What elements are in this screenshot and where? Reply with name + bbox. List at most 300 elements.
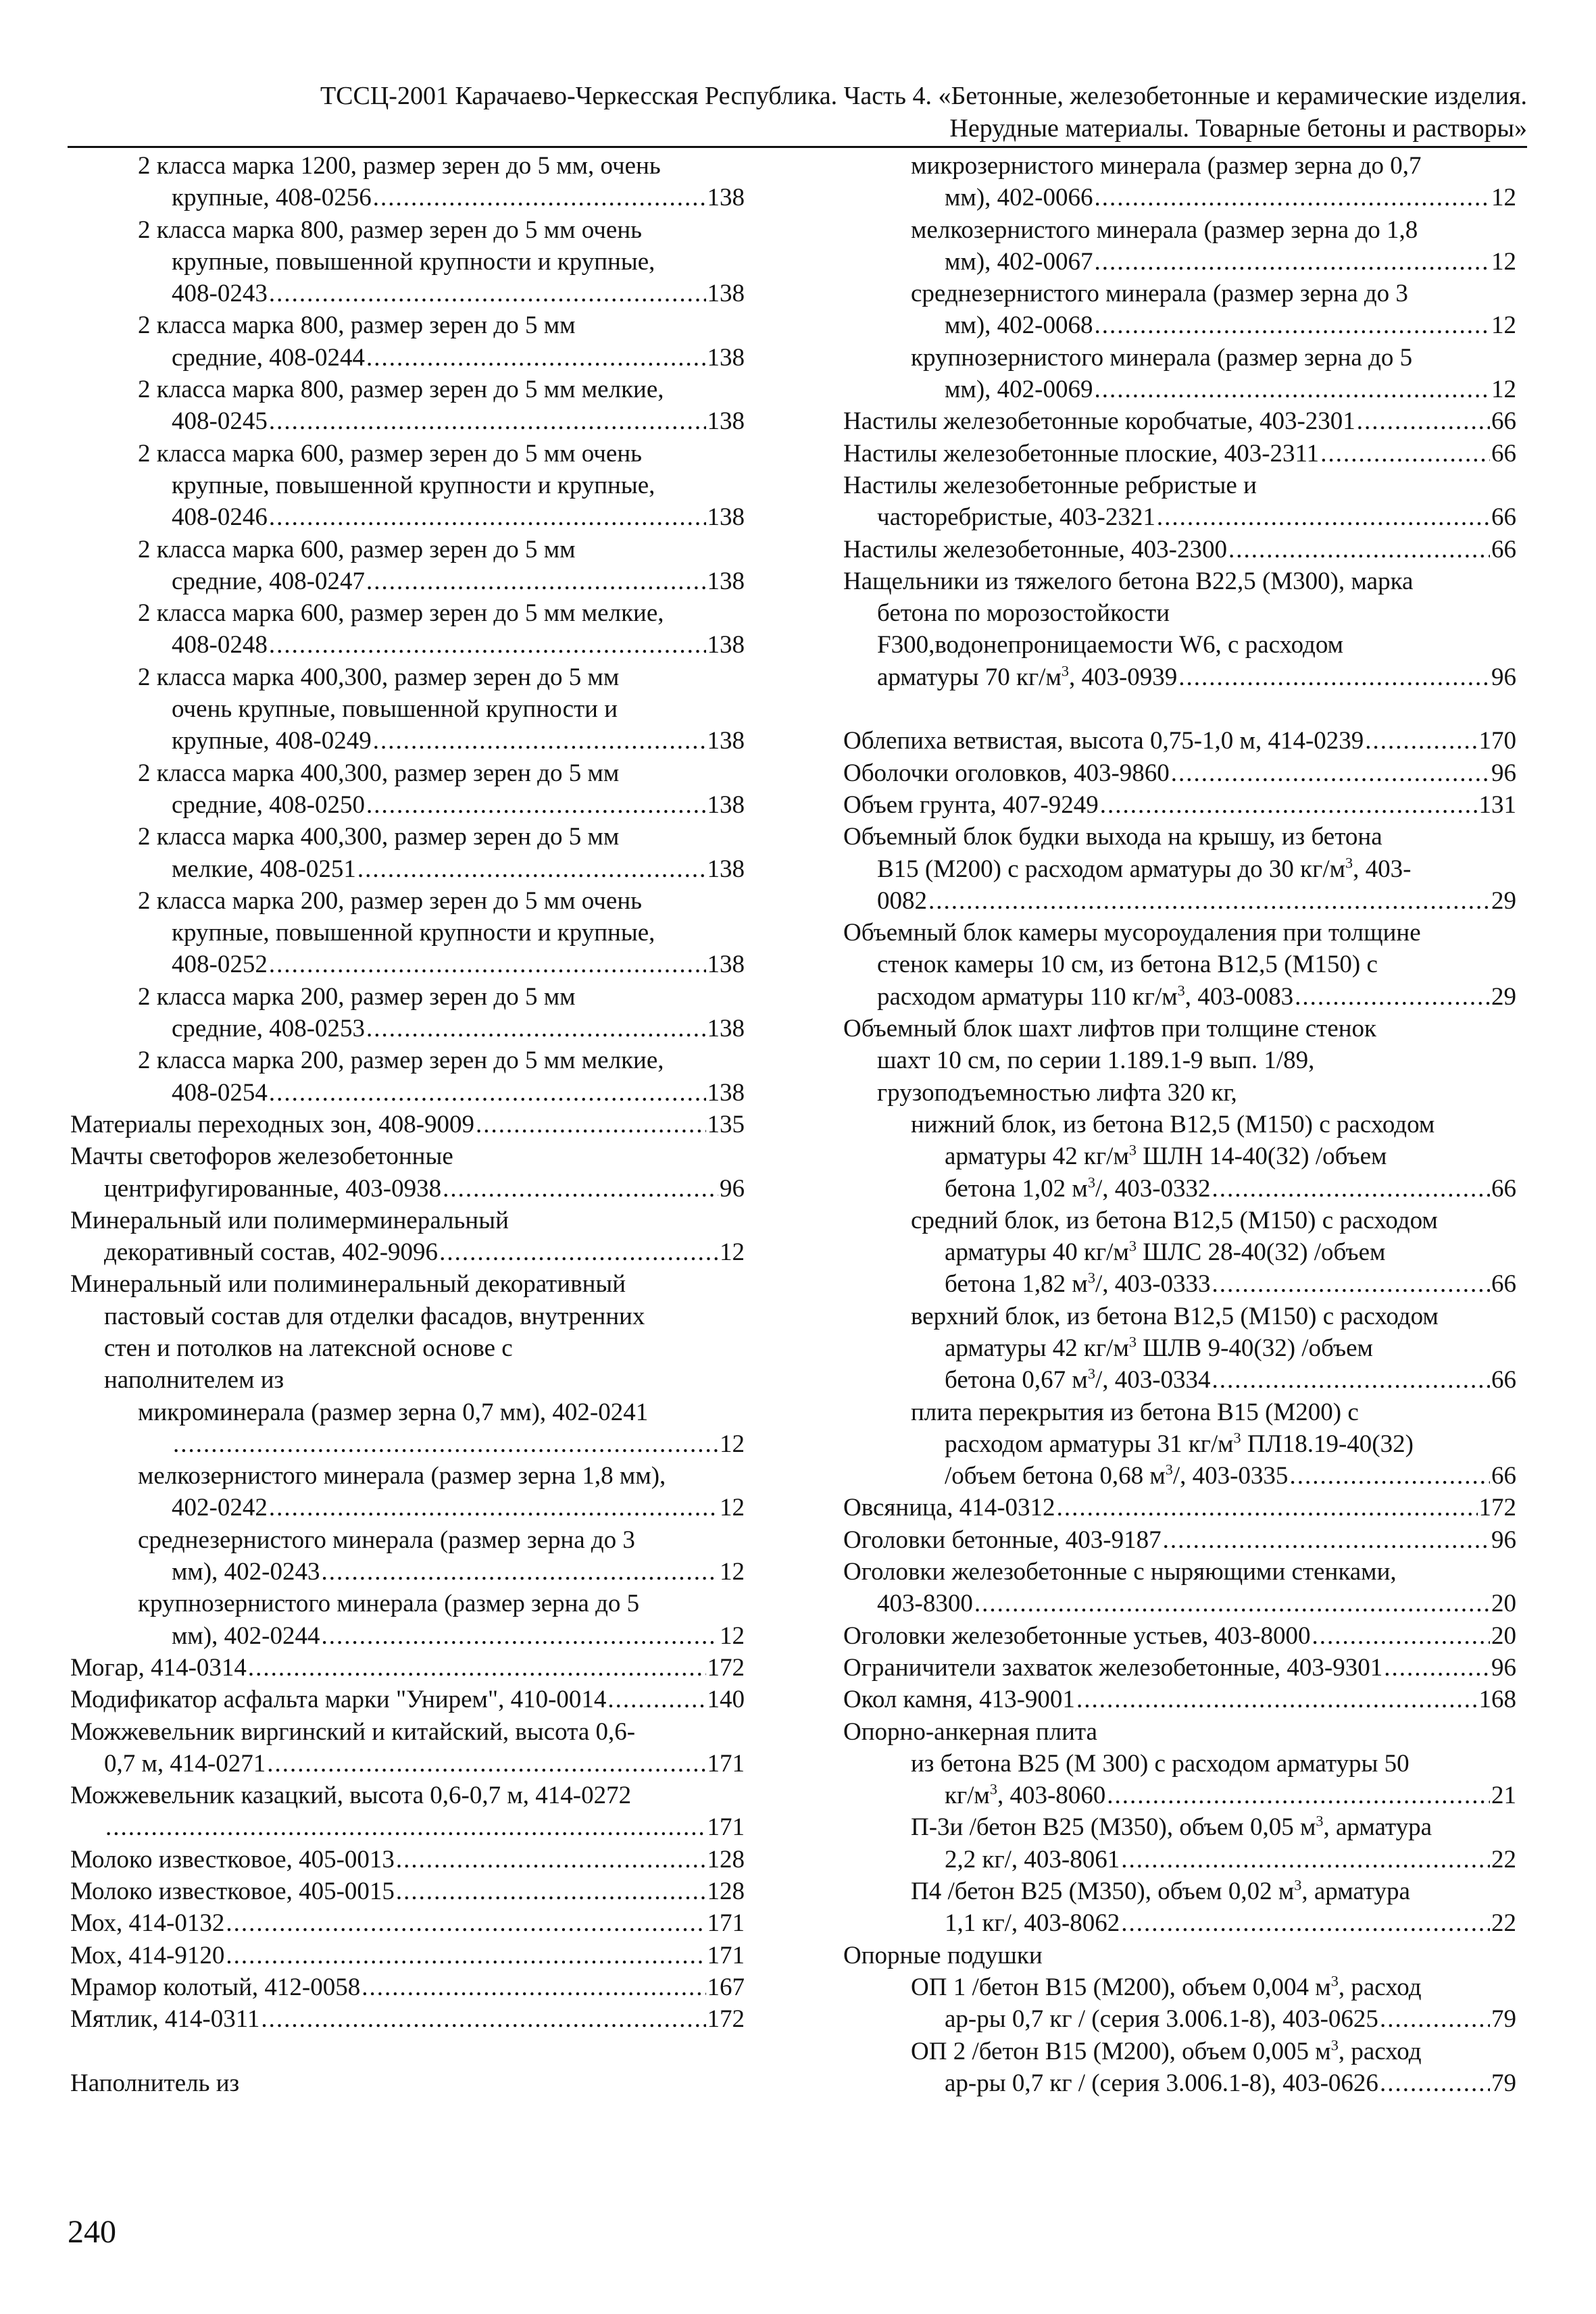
index-entry-line	[70, 1428, 745, 1460]
index-entry-line: арматуры 40 $кг/м^3$ ШЛС 28-40(32) /объем	[945, 1237, 1386, 1267]
index-entry-line	[70, 789, 745, 821]
leader-dots	[226, 1907, 705, 1939]
page-reference: 172	[1478, 1494, 1516, 1522]
index-entry-line: микроминерала (размер зерна 0,7 мм), 402-0241	[138, 1398, 649, 1426]
index-entry-line: Объемный блок будки выхода на крышу, из бетона	[843, 823, 1382, 851]
index-entry-line: Минеральный или полимерминеральный	[70, 1206, 509, 1234]
index-entry-text: Окол камня, 413-9001	[843, 1686, 1075, 1714]
index-entry-line: 2 класса марка 200, размер зерен до 5 мм очень	[138, 886, 643, 915]
index-entry-line: Мачты светофоров железобетонные	[70, 1142, 453, 1171]
page-reference: 96	[1491, 663, 1516, 691]
index-entry	[70, 1684, 745, 1715]
leader-dots	[607, 1684, 705, 1715]
leader-dots	[321, 1620, 718, 1652]
page-reference: 138	[707, 503, 745, 532]
index-entry-line: плита перекрытия из бетона В15 (М200) с	[911, 1398, 1359, 1426]
leader-dots	[1295, 981, 1490, 1013]
page-reference: 170	[1478, 727, 1516, 755]
page-reference: 96	[1491, 1653, 1516, 1682]
leader-dots	[1212, 1268, 1490, 1300]
page-number: 240	[68, 2214, 116, 2250]
index-entry	[70, 214, 745, 310]
index-entry	[70, 1716, 745, 1780]
index-entry-text: Мятлик, 414-0311	[70, 2005, 260, 2034]
index-entry	[70, 1971, 745, 2003]
index-entry	[843, 1301, 1516, 1397]
index-entry-text: арматуры 70 $кг/м^3$, 403-0939	[877, 662, 1178, 691]
index-entry-text: 2,2 кг/, 403-8061	[945, 1845, 1120, 1873]
index-entry-text: ар-ры 0,7 кг / (серия 3.006.1-8), 403-0626	[945, 2069, 1378, 2097]
section-gap	[843, 693, 1516, 725]
index-entry-line: Объемный блок шахт лифтов при толщине стенок	[843, 1015, 1377, 1043]
index-entry	[843, 917, 1516, 1013]
index-entry-line: ОП 2 /бетон В15 (М200), объем 0,005 $м^3$, расход	[911, 2036, 1422, 2065]
leader-dots	[1121, 1907, 1490, 1939]
index-entry-text: 408-0245	[172, 407, 268, 436]
index-entry-line	[70, 1556, 745, 1588]
index-entry-text: Мрамор колотый, 412-0058	[70, 1973, 361, 2001]
index-entry-text: Молоко известковое, 405-0015	[70, 1878, 395, 1906]
index-entry-text: 408-0243	[172, 280, 268, 308]
page-reference: 66	[1491, 439, 1516, 468]
index-entry-line	[70, 629, 745, 661]
leader-dots	[974, 1588, 1490, 1619]
index-entry-line: микрозернистого минерала (размер зерна до 0,7	[911, 152, 1422, 180]
page-reference: 66	[1491, 407, 1516, 436]
index-entry-line	[70, 1620, 745, 1652]
index-entry	[70, 1588, 745, 1652]
index-entry-line: П4 /бетон В25 (М350), объем 0,02 $м^3$, арматура	[911, 1876, 1410, 1906]
page-reference: 128	[707, 1845, 745, 1873]
index-entry	[70, 597, 745, 661]
index-entry-line	[843, 405, 1516, 437]
page-reference: 12	[720, 1238, 745, 1267]
index-entry	[843, 438, 1516, 470]
leader-dots	[373, 725, 706, 757]
index-entry-line	[843, 1524, 1516, 1556]
index-entry	[70, 534, 745, 598]
index-entry-text: часторебристые, 403-2321	[877, 503, 1155, 532]
leader-dots	[248, 1652, 706, 1684]
index-entry	[843, 1811, 1516, 1876]
index-entry-line: очень крупные, повышенной крупности и	[172, 695, 618, 724]
leader-dots	[1289, 1460, 1490, 1492]
index-entry-line: крупнозернистого минерала (размер зерна до 5	[911, 343, 1413, 372]
index-entry-line: расходом арматуры 31 $кг/м^3$ ПЛ18.19-40(32)	[945, 1429, 1414, 1458]
index-entry-line: среднезернистого минерала (размер зерна до 3	[138, 1526, 635, 1554]
index-column-right	[843, 150, 1516, 2099]
page-reference: 171	[707, 1813, 745, 1842]
index-entry-line	[843, 1780, 1516, 1811]
index-entry-line: ОП 1 /бетон В15 (М200), объем 0,004 $м^3$, расход	[911, 1972, 1422, 2001]
index-entry-text: крупные, 408-0256	[172, 184, 372, 212]
index-entry-line	[843, 981, 1516, 1013]
index-entry-text: мм), 402-0243	[172, 1558, 320, 1586]
section-gap	[70, 2036, 745, 2067]
index-entry	[70, 1844, 745, 1876]
leader-dots	[1178, 661, 1490, 693]
index-entry-line	[70, 725, 745, 757]
index-entry-line: 2 класса марка 1200, размер зерен до 5 мм, очень	[138, 152, 661, 180]
leader-dots	[1384, 1652, 1490, 1684]
index-entry-text: Оболочки оголовков, 403-9860	[843, 759, 1170, 787]
index-entry	[843, 1556, 1516, 1620]
leader-dots	[269, 949, 706, 980]
leader-dots	[1094, 182, 1490, 213]
leader-dots	[1171, 757, 1490, 789]
page-reference: 66	[1491, 1366, 1516, 1394]
index-entry-text: 0082	[877, 886, 927, 915]
leader-dots	[366, 1013, 705, 1045]
index-entry-line: Настилы железобетонные ребристые и	[843, 471, 1257, 499]
leader-dots	[439, 1236, 718, 1268]
index-entry-line	[70, 1748, 745, 1780]
index-entry-line	[843, 757, 1516, 789]
leader-dots	[1365, 725, 1477, 757]
page-reference: 22	[1491, 1845, 1516, 1873]
page-reference: 22	[1491, 1909, 1516, 1938]
index-entry	[843, 1492, 1516, 1524]
index-entry-line	[843, 182, 1516, 213]
leader-dots	[269, 1492, 718, 1524]
leader-dots	[269, 1077, 706, 1109]
leader-dots	[269, 629, 706, 661]
index-entry	[843, 1684, 1516, 1715]
leader-dots	[1380, 2067, 1490, 2099]
index-entry-line	[70, 1971, 745, 2003]
index-entry	[70, 374, 745, 438]
index-entry-text: Оголовки бетонные, 403-9187	[843, 1526, 1162, 1554]
index-entry	[70, 1109, 745, 1140]
index-entry-line: Объемный блок камеры мусороудаления при толщине	[843, 919, 1421, 947]
page-reference: 128	[707, 1878, 745, 1906]
page-reference: 138	[707, 184, 745, 212]
index-entry	[70, 2003, 745, 2035]
leader-dots	[1157, 501, 1490, 533]
index-entry	[843, 1876, 1516, 1940]
index-entry-line	[70, 405, 745, 437]
page-reference: 172	[707, 2005, 745, 2034]
index-entry-line: стен и потолков на латексной основе с	[104, 1334, 513, 1362]
leader-dots	[267, 1748, 705, 1780]
index-entry-line: крупнозернистого минерала (размер зерна до 5	[138, 1590, 640, 1618]
index-entry-text: бетона 0,67 $м^3/$, 403-0334	[945, 1365, 1211, 1394]
index-entry-text: мм), 402-0244	[172, 1621, 320, 1650]
index-entry	[70, 1876, 745, 1907]
index-entry-line	[70, 501, 745, 533]
page-reference: 138	[707, 790, 745, 819]
index-column-left	[70, 150, 745, 2099]
page-reference: 138	[707, 567, 745, 595]
index-entry-text: 0,7 м, 414-0271	[104, 1749, 266, 1778]
index-entry-line: 2 класса марка 200, размер зерен до 5 мм	[138, 982, 576, 1011]
index-entry-text: Мох, 414-0132	[70, 1909, 225, 1938]
leader-dots	[476, 1109, 705, 1140]
index-entry	[843, 725, 1516, 757]
index-entry-text: Оголовки железобетонные устьев, 403-8000	[843, 1621, 1311, 1650]
index-entry-text: 408-0252	[172, 951, 268, 979]
index-entry	[843, 1205, 1516, 1301]
index-entry-text: мм), 402-0068	[945, 311, 1093, 340]
page-reference: 79	[1491, 2069, 1516, 2097]
index-entry-text: мм), 402-0067	[945, 247, 1093, 276]
leader-dots	[396, 1876, 706, 1907]
index-entry-line: П-3и /бетон В25 (М350), объем 0,05 $м^3$, арматура	[911, 1813, 1432, 1842]
index-entry	[843, 1397, 1516, 1492]
index-entry-text: Настилы железобетонные коробчатые, 403-2301	[843, 407, 1355, 436]
leader-dots	[1312, 1620, 1490, 1652]
index-entry-text: Ограничители захваток железобетонные, 403-9301	[843, 1653, 1383, 1682]
leader-dots	[1076, 1684, 1478, 1715]
page-reference: 66	[1491, 535, 1516, 563]
index-entry	[843, 214, 1516, 278]
leader-dots	[357, 853, 706, 885]
page-reference: 171	[707, 1749, 745, 1778]
index-entry-line	[843, 1907, 1516, 1939]
index-entry-line	[843, 501, 1516, 533]
index-entry	[70, 1460, 745, 1524]
index-entry-line: нижний блок, из бетона В12,5 (М150) с расходом	[911, 1110, 1435, 1138]
index-entry-line: наполнителем из	[104, 1366, 284, 1394]
index-entry-line	[843, 1620, 1516, 1652]
page-reference: 66	[1491, 1174, 1516, 1203]
index-entry-line: арматуры 42 $кг/м^3$ ШЛН 14-40(32) /объем	[945, 1141, 1387, 1171]
index-entry-text: декоративный состав, 402-9096	[104, 1238, 439, 1267]
index-entry-line: шахт 10 см, по серии 1.189.1-9 вып. 1/89,	[877, 1047, 1315, 1075]
index-entry-line: Минеральный или полиминеральный декоративный	[70, 1270, 626, 1299]
index-entry-line	[843, 2067, 1516, 2099]
index-entry-text: средние, 408-0250	[172, 790, 366, 819]
index-entry-line: пастовый состав для отделки фасадов, внутренних	[104, 1302, 645, 1330]
leader-dots	[226, 1940, 705, 1971]
index-entry	[70, 885, 745, 981]
header-rule	[68, 146, 1527, 148]
index-entry	[70, 1268, 745, 1396]
index-entry	[843, 405, 1516, 437]
index-entry-line	[843, 246, 1516, 278]
index-entry	[843, 1652, 1516, 1684]
index-entry-line	[70, 1077, 745, 1109]
index-entry-line	[843, 789, 1516, 821]
index-entry-line	[70, 1109, 745, 1140]
index-entry	[70, 438, 745, 534]
leader-dots	[396, 1844, 706, 1876]
index-entry-text: бетона 1,82 $м^3/$, 403-0333	[945, 1269, 1211, 1299]
index-entry	[70, 1140, 745, 1205]
leader-dots	[1107, 1780, 1490, 1811]
index-entry-text: Настилы железобетонные, 403-2300	[843, 535, 1227, 563]
index-entry-line	[843, 725, 1516, 757]
index-entry-line: крупные, повышенной крупности и крупные,	[172, 471, 655, 499]
index-entry-line	[70, 1684, 745, 1715]
index-entry-line	[70, 278, 745, 309]
index-entry	[843, 1940, 1516, 1971]
index-entry-line: 2 класса марка 800, размер зерен до 5 мм мелкие,	[138, 376, 664, 404]
index-entry-text: средние, 408-0244	[172, 343, 366, 372]
page-reference: 167	[707, 1973, 745, 2001]
page-reference: 12	[720, 1558, 745, 1586]
index-entry-line: 2 класса марка 600, размер зерен до 5 мм мелкие,	[138, 599, 664, 628]
index-entry	[843, 1524, 1516, 1556]
leader-dots	[361, 1971, 705, 2003]
index-entry	[70, 1780, 745, 1844]
page-reference: 138	[707, 727, 745, 755]
index-entry-line: 2 класса марка 800, размер зерен до 5 мм	[138, 311, 576, 340]
page-reference: 12	[1491, 311, 1516, 340]
page-reference: 168	[1478, 1686, 1516, 1714]
leader-dots	[1357, 405, 1490, 437]
index-entry-line	[70, 1013, 745, 1045]
leader-dots	[928, 885, 1490, 917]
index-entry	[70, 1940, 745, 1971]
page-reference: 12	[720, 1430, 745, 1458]
index-entry	[843, 821, 1516, 917]
index-entry	[70, 1045, 745, 1109]
index-entry-line: 2 класса марка 200, размер зерен до 5 мм мелкие,	[138, 1047, 664, 1075]
index-entry	[843, 1748, 1516, 1812]
page-reference: 96	[1491, 759, 1516, 787]
index-entry	[70, 309, 745, 374]
leader-dots	[366, 565, 705, 597]
page-reference: 66	[1491, 503, 1516, 532]
index-entry-line	[843, 534, 1516, 565]
index-entry-line	[843, 1268, 1516, 1300]
index-entry-line: Можжевельник виргинский и китайский, высота 0,6-	[70, 1717, 636, 1746]
index-entry-text: ар-ры 0,7 кг / (серия 3.006.1-8), 403-0625	[945, 2005, 1378, 2034]
page-reference: 138	[707, 631, 745, 659]
index-entry-line	[843, 1364, 1516, 1396]
index-entry-line: Опорно-анкерная плита	[843, 1717, 1097, 1746]
leader-dots	[269, 278, 706, 309]
index-entry-line: грузоподъемностью лифта 320 кг,	[877, 1078, 1237, 1107]
leader-dots	[1094, 374, 1490, 405]
leader-dots	[366, 789, 705, 821]
index-entry-line	[70, 182, 745, 213]
index-entry-line	[70, 342, 745, 374]
header-line-1: ТССЦ-2001 Карачаево-Черкесская Республика. Часть 4. «Бетонные, железобетонные и керамические изделия.	[320, 82, 1527, 110]
page-reference: 138	[707, 855, 745, 883]
index-entry	[70, 2067, 745, 2099]
leader-dots	[261, 2003, 705, 2035]
index-entry-line	[843, 1460, 1516, 1492]
index-entry-line	[843, 1588, 1516, 1619]
index-entry	[843, 789, 1516, 821]
leader-dots	[1057, 1492, 1478, 1524]
index-entry-line	[843, 1173, 1516, 1205]
index-entry	[70, 1652, 745, 1684]
index-entry-line	[70, 565, 745, 597]
leader-dots	[1212, 1173, 1490, 1205]
index-entry-line	[843, 885, 1516, 917]
index-entry-text: Мох, 414-9120	[70, 1941, 225, 1969]
index-entry	[843, 1013, 1516, 1109]
index-entry	[70, 981, 745, 1045]
page-reference: 138	[707, 343, 745, 372]
index-entry-line: Можжевельник казацкий, высота 0,6-0,7 м, 414-0272	[70, 1782, 632, 1810]
index-entry-line: 2 класса марка 400,300, размер зерен до 5 мм	[138, 823, 620, 851]
page-reference: 138	[707, 280, 745, 308]
index-entry-text: средние, 408-0247	[172, 567, 366, 595]
index-entry-text: 408-0254	[172, 1078, 268, 1107]
index-entry	[843, 1620, 1516, 1652]
index-entry	[843, 757, 1516, 789]
leader-dots	[1380, 2003, 1490, 2035]
page-reference: 131	[1478, 790, 1516, 819]
page-reference: 20	[1491, 1621, 1516, 1650]
index-entry-line: бетона по морозостойкости	[877, 599, 1170, 628]
index-entry-line: Оголовки железобетонные с ныряющими стенками,	[843, 1558, 1397, 1586]
index-entry-line: 2 класса марка 800, размер зерен до 5 мм очень	[138, 216, 643, 244]
leader-dots	[366, 342, 705, 374]
index-entry-line: верхний блок, из бетона В12,5 (М150) с расходом	[911, 1302, 1439, 1330]
index-entry-line: F300,водонепроницаемости W6, с расходом	[877, 631, 1344, 659]
index-entry	[843, 1109, 1516, 1205]
page-reference: 12	[720, 1621, 745, 1650]
index-entry	[70, 150, 745, 214]
index-entry	[70, 661, 745, 757]
page-reference: 138	[707, 1015, 745, 1043]
index-entry-text: мелкие, 408-0251	[172, 855, 356, 883]
index-entry-line	[843, 1684, 1516, 1715]
index-entry-line	[70, 949, 745, 980]
index-entry-line: из бетона В25 (М 300) с расходом арматуры 50	[911, 1749, 1410, 1778]
leader-dots	[105, 1811, 706, 1843]
index-entry-line: Нащельники из тяжелого бетона В22,5 (М300), марка	[843, 567, 1414, 595]
index-entry-line: средний блок, из бетона В12,5 (М150) с расходом	[911, 1206, 1438, 1234]
index-entry-line: 2 класса марка 600, размер зерен до 5 мм очень	[138, 439, 643, 468]
index-entry-line	[843, 661, 1516, 693]
index-entry-text: мм), 402-0066	[945, 184, 1093, 212]
index-entry-text: Модификатор асфальта марки "Унирем", 410-0014	[70, 1686, 607, 1714]
leader-dots	[1212, 1364, 1490, 1396]
index-entry-line: стенок камеры 10 см, из бетона В12,5 (М150) с	[877, 951, 1378, 979]
index-entry	[70, 821, 745, 885]
index-entry-text: 403-8300	[877, 1590, 973, 1618]
page-reference: 29	[1491, 982, 1516, 1011]
index-entry-line	[70, 1652, 745, 1684]
index-entry-text: Молоко известковое, 405-0013	[70, 1845, 395, 1873]
index-entry-line	[70, 2003, 745, 2035]
page-reference: 20	[1491, 1590, 1516, 1618]
index-entry-text: бетона 1,02 $м^3/$, 403-0332	[945, 1174, 1211, 1203]
page-reference: 12	[720, 1494, 745, 1522]
index-entry-text: Облепиха ветвистая, высота 0,75-1,0 м, 414-0239	[843, 727, 1364, 755]
index-entry	[70, 1907, 745, 1939]
index-entry-text: крупные, 408-0249	[172, 727, 372, 755]
index-entry-line	[843, 309, 1516, 341]
index-entry-line: среднезернистого минерала (размер зерна до 3	[911, 280, 1408, 308]
index-entry	[70, 1397, 745, 1461]
leader-dots	[269, 501, 706, 533]
index-entry-text: Могар, 414-0314	[70, 1653, 247, 1682]
header-line-2: Нерудные материалы. Товарные бетоны и растворы»	[949, 114, 1527, 143]
page-reference: 172	[707, 1653, 745, 1682]
index-entry-line	[70, 1811, 745, 1843]
index-entry-line: 2 класса марка 400,300, размер зерен до 5 мм	[138, 663, 620, 691]
leader-dots	[1094, 246, 1490, 278]
page-reference: 135	[707, 1110, 745, 1138]
index-entry-line: крупные, повышенной крупности и крупные,	[172, 919, 655, 947]
page-reference: 66	[1491, 1270, 1516, 1299]
index-entry	[843, 150, 1516, 214]
page-reference: 171	[707, 1909, 745, 1938]
leader-dots	[321, 1556, 718, 1588]
index-entry-line	[70, 1907, 745, 1939]
index-entry-text: Материалы переходных зон, 408-9009	[70, 1110, 475, 1138]
index-entry-text: 402-0242	[172, 1494, 268, 1522]
index-entry-line: арматуры 42 $кг/м^3$ ШЛВ 9-40(32) /объем	[945, 1333, 1373, 1362]
index-entry-text: /объем бетона 0,68 $м^3/$, 403-0335	[945, 1461, 1289, 1490]
